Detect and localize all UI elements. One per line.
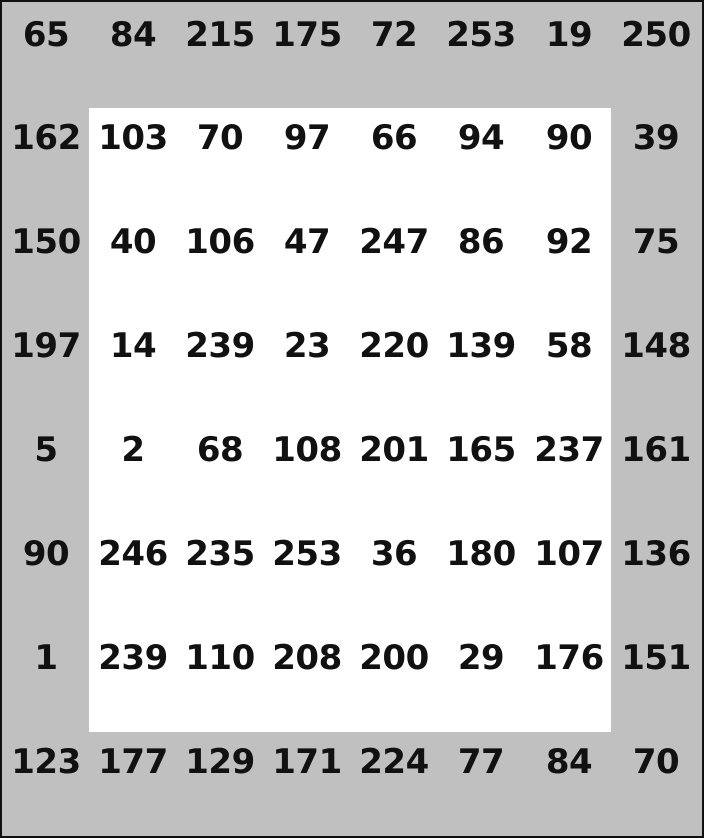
grid-cell: 151 [621,638,691,678]
grid-cell: 97 [283,118,331,158]
grid-cell: 14 [109,326,157,366]
grid-cell: 1 [34,638,58,678]
grid-cell: 148 [621,326,691,366]
grid-cell: 220 [359,326,429,366]
grid-cell: 47 [283,222,331,262]
grid-cell: 86 [457,222,505,262]
grid-cell: 180 [446,534,516,574]
grid-cell: 165 [446,430,516,470]
grid-cell: 106 [185,222,255,262]
grid-cell: 5 [34,430,58,470]
grid-cell: 77 [457,742,505,782]
grid-cell: 171 [272,742,342,782]
grid-cell: 201 [359,430,429,470]
grid-cell: 246 [98,534,168,574]
grid-cell: 250 [621,15,691,55]
grid-cell: 65 [22,15,70,55]
grid-cell: 108 [272,430,342,470]
grid-cell: 253 [272,534,342,574]
grid-cell: 136 [621,534,691,574]
grid-cell: 90 [545,118,593,158]
grid-cell: 103 [98,118,168,158]
grid-cell: 75 [632,222,680,262]
grid-cell: 247 [359,222,429,262]
grid-cell: 68 [196,430,244,470]
grid-cell: 36 [370,534,418,574]
grid-cell: 70 [632,742,680,782]
grid-cell: 176 [534,638,604,678]
grid-cell: 84 [109,15,157,55]
grid-cell: 177 [98,742,168,782]
grid-cell: 94 [457,118,505,158]
grid-cell: 150 [11,222,81,262]
grid-cell: 58 [545,326,593,366]
grid-cell: 2 [121,430,145,470]
grid-cell: 239 [98,638,168,678]
grid-cell: 139 [446,326,516,366]
grid-cell: 129 [185,742,255,782]
number-grid [2,2,702,836]
grid-cell: 235 [185,534,255,574]
grid-cell: 84 [545,742,593,782]
grid-cell: 29 [457,638,505,678]
grid-cell: 239 [185,326,255,366]
grid-cell: 23 [283,326,331,366]
grid-cell: 107 [534,534,604,574]
grid-cell: 253 [446,15,516,55]
grid-cell: 215 [185,15,255,55]
grid-cell: 208 [272,638,342,678]
grid-cell: 161 [621,430,691,470]
grid-cell: 197 [11,326,81,366]
grid-cell: 175 [272,15,342,55]
grid-cell: 40 [109,222,157,262]
grid-cell: 110 [185,638,255,678]
grid-cell: 123 [11,742,81,782]
grid-cell: 66 [370,118,418,158]
grid-cell: 200 [359,638,429,678]
grid-cell: 224 [359,742,429,782]
grid-cell: 19 [545,15,593,55]
grid-cell: 39 [632,118,680,158]
grid-cell: 92 [545,222,593,262]
grid-cell: 72 [370,15,418,55]
grid-cell: 162 [11,118,81,158]
grid-cell: 70 [196,118,244,158]
grid-cell: 237 [534,430,604,470]
grid-cell: 90 [22,534,70,574]
